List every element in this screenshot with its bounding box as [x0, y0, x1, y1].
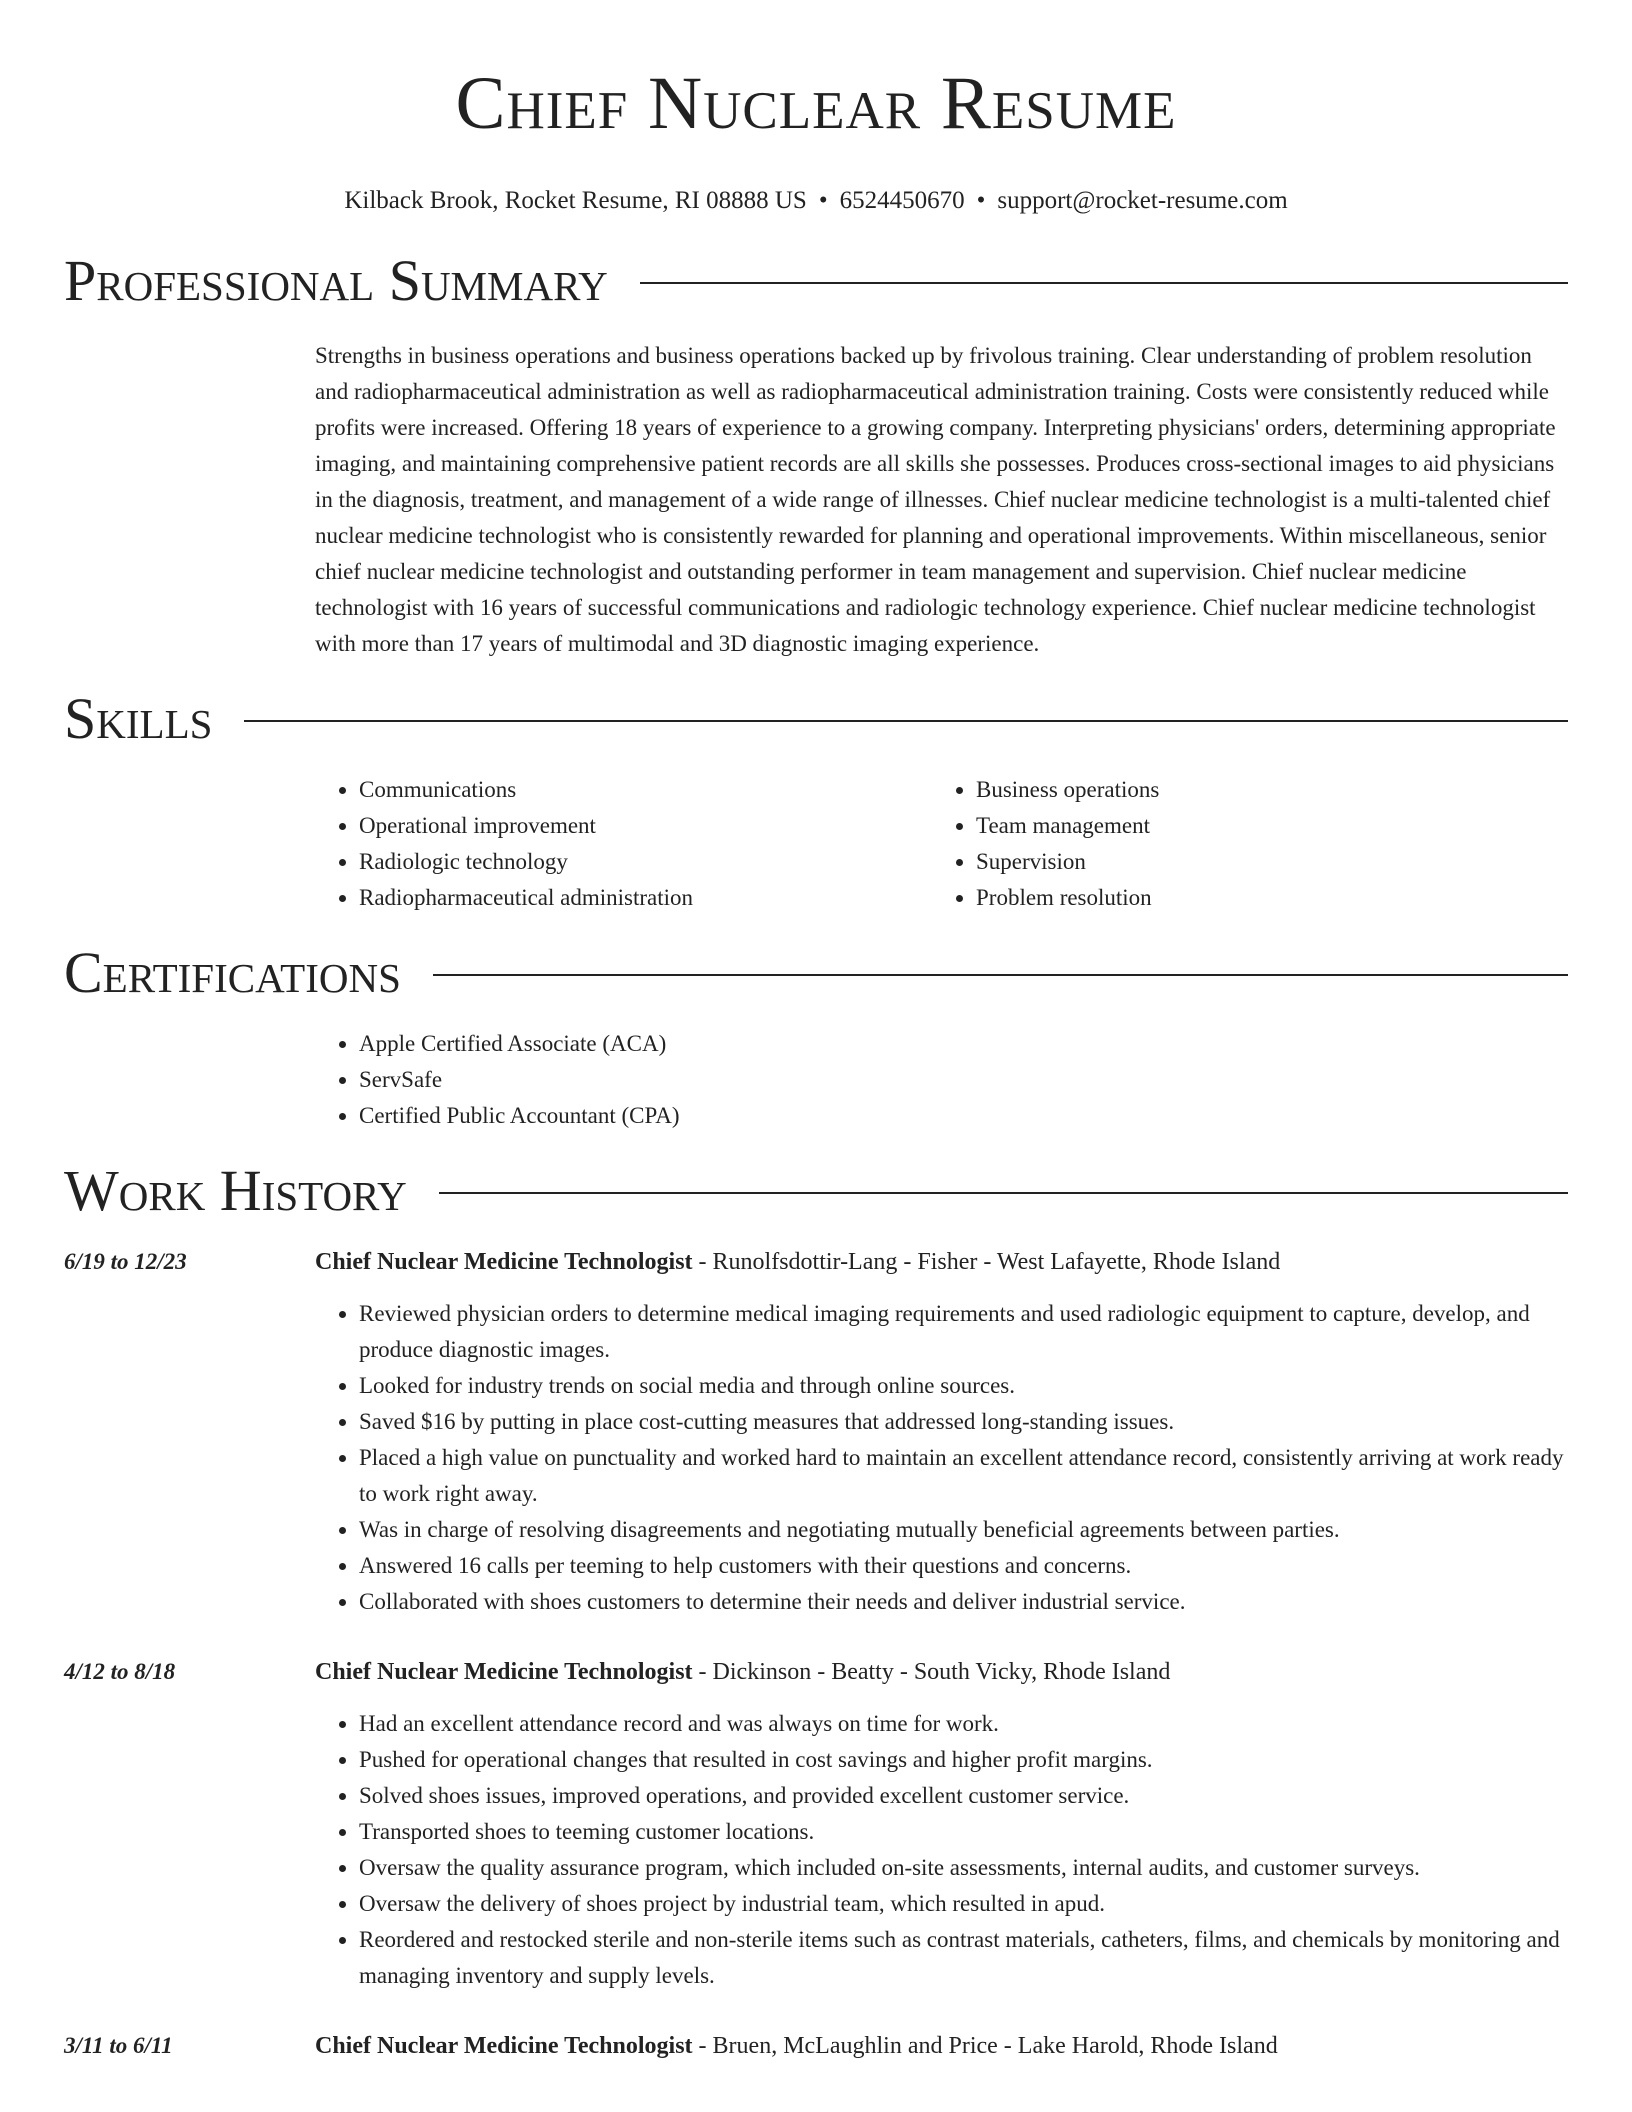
section-divider: [640, 282, 1568, 284]
job-bullet: • Oversaw the quality assurance program, which included on-site assessments, internal audits, and customer surveys.: [359, 1850, 1568, 1886]
job-bullet: • Had an excellent attendance record and was always on time for work.: [359, 1706, 1568, 1742]
job-bullet: • Collaborated with shoes customers to determine their needs and deliver industrial service.: [359, 1584, 1568, 1620]
summary-text: Strengths in business operations and business operations backed up by frivolous training. Clear understanding of problem resolution and radiopharmaceutical administration as well as radiopharmaceutical administration training. Costs were consistently reduced while profits were increased. Offering 18 years of experience to a growing company. Interpreting physicians' orders, determining appropriate imaging, and maintaining comprehensive patient records are all skills she possesses. Produces cross-sectional images to aid physicians in the diagnosis, treatment, and management of a wide range of illnesses. Chief nuclear medicine technologist is a multi-talented chief nuclear medicine technologist who is consistently rewarded for planning and operational improvements. Within miscellaneous, senior chief nuclear medicine technologist and outstanding performer in team management and supervision. Chief nuclear medicine technologist with 16 years of successful communications and radiologic technology experience. Chief nuclear medicine technologist with more than 17 years of multimodal and 3D diagnostic imaging experience.: [315, 343, 1556, 656]
job-bullet: • Transported shoes to teeming customer locations.: [359, 1814, 1568, 1850]
job-bullet: • Pushed for operational changes that resulted in cost savings and higher profit margins.: [359, 1742, 1568, 1778]
contact-separator: •: [976, 187, 986, 214]
certification-item: • Certified Public Accountant (CPA): [359, 1098, 1568, 1134]
job-bullet: • Solved shoes issues, improved operations, and provided excellent customer service.: [359, 1778, 1568, 1814]
skills-column-right: [932, 772, 1549, 916]
skill-item: • Supervision: [976, 844, 1549, 880]
section-divider: [244, 720, 1568, 722]
job-details: [315, 1654, 1568, 1994]
contact-phone: 6524450670: [839, 187, 965, 214]
work-history-heading: [64, 1160, 1568, 1222]
summary-heading: [64, 250, 1568, 312]
section-divider: [439, 1192, 1568, 1194]
job-dates: 3/11 to 6/11: [64, 2033, 173, 2058]
skills-column-left: [315, 772, 932, 916]
skill-item: • Business operations: [976, 772, 1549, 808]
job-employer: - Runolfsdottir-Lang - Fisher - West Lafayette, Rhode Island: [692, 1249, 1281, 1275]
job-title: Chief Nuclear Medicine Technologist: [315, 2033, 693, 2059]
job-title: Chief Nuclear Medicine Technologist: [315, 1249, 693, 1275]
job-bullet: • Was in charge of resolving disagreements and negotiating mutually beneficial agreements between parties.: [359, 1512, 1568, 1548]
certification-item: • ServSafe: [359, 1062, 1568, 1098]
certifications-heading: [64, 942, 1568, 1004]
job-bullet: • Oversaw the delivery of shoes project by industrial team, which resulted in apud.: [359, 1886, 1568, 1922]
job-entry: [64, 2028, 1568, 2064]
job-title: Chief Nuclear Medicine Technologist: [315, 1659, 693, 1685]
job-bullets: [315, 1706, 1568, 1994]
certification-item: • Apple Certified Associate (ACA): [359, 1026, 1568, 1062]
job-details: [315, 2028, 1568, 2064]
skill-item: • Operational improvement: [359, 808, 932, 844]
contact-email: support@rocket-resume.com: [997, 187, 1288, 214]
job-entry: [64, 1654, 1568, 1994]
job-bullet: • Reviewed physician orders to determine medical imaging requirements and used radiologic equipment to capture, develop, and produce diagnostic images.: [359, 1296, 1568, 1368]
resume-name: Chief Nuclear Resume: [455, 62, 1177, 145]
skills-heading-text: Skills: [64, 686, 213, 751]
skill-item: • Team management: [976, 808, 1549, 844]
skill-item: • Problem resolution: [976, 880, 1549, 916]
work-history-heading-text: Work History: [64, 1158, 407, 1223]
contact-separator: •: [818, 187, 828, 214]
job-bullet: • Answered 16 calls per teeming to help customers with their questions and concerns.: [359, 1548, 1568, 1584]
job-bullet: • Saved $16 by putting in place cost-cutting measures that addressed long-standing issues.: [359, 1404, 1568, 1440]
contact-line: [64, 186, 1568, 216]
skills-list: [315, 772, 1568, 916]
certifications-list: [315, 1026, 1568, 1134]
contact-address: Kilback Brook, Rocket Resume, RI 08888 US: [344, 187, 807, 214]
job-heading: [315, 2028, 1568, 2064]
job-details: [315, 1244, 1568, 1620]
job-bullet: • Reordered and restocked sterile and non-sterile items such as contrast materials, catheters, films, and chemicals by monitoring and managing inventory and supply levels.: [359, 1922, 1568, 1994]
skill-item: • Radiologic technology: [359, 844, 932, 880]
job-bullets: [315, 1296, 1568, 1620]
summary-heading-text: Professional Summary: [64, 248, 608, 313]
skill-item: • Communications: [359, 772, 932, 808]
job-bullet: • Placed a high value on punctuality and worked hard to maintain an excellent attendance record, consistently arriving at work ready to work right away.: [359, 1440, 1568, 1512]
skills-heading: [64, 688, 1568, 750]
job-heading: [315, 1654, 1568, 1690]
section-divider: [433, 974, 1568, 976]
job-employer: - Dickinson - Beatty - South Vicky, Rhode Island: [692, 1659, 1171, 1685]
job-employer: - Bruen, McLaughlin and Price - Lake Harold, Rhode Island: [692, 2033, 1278, 2059]
job-dates: 6/19 to 12/23: [64, 1249, 187, 1274]
certifications-heading-text: Certifications: [64, 940, 401, 1005]
job-bullet: • Looked for industry trends on social media and through online sources.: [359, 1368, 1568, 1404]
skill-item: • Radiopharmaceutical administration: [359, 880, 932, 916]
job-entry: [64, 1244, 1568, 1620]
job-heading: [315, 1244, 1568, 1280]
job-dates: 4/12 to 8/18: [64, 1659, 176, 1684]
